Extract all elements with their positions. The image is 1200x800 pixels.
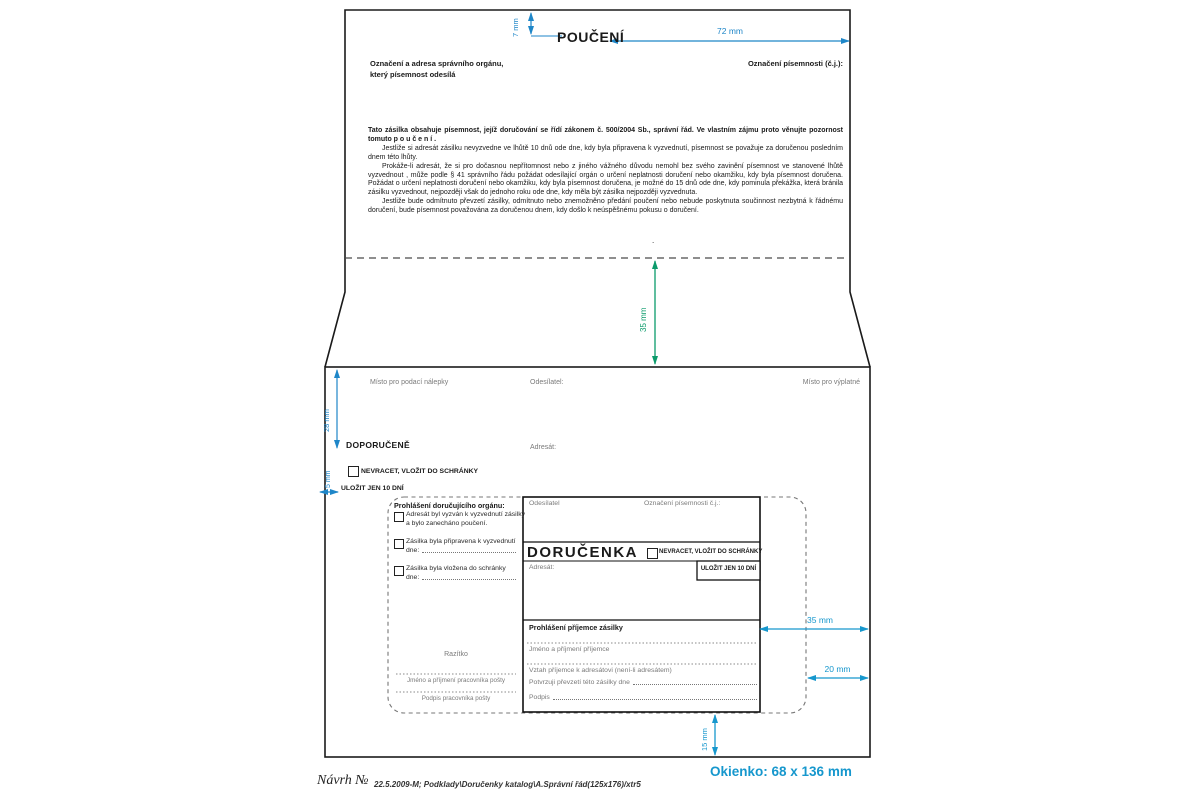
org-address-label-line2: který písemnost odesílá	[370, 70, 456, 79]
recipient-name-label: Jméno a příjmení příjemce	[529, 646, 610, 653]
card-odesilatel-label: Odesílatel	[529, 500, 560, 507]
card-doc-ref-label: Označení písemnosti č.j.:	[644, 500, 721, 507]
dim-7mm-label: 7 mm	[511, 18, 520, 37]
notice-paragraph-1: Tato zásilka obsahuje písemnost, jejíž doručování se řídí zákonem č. 500/2004 Sb., správní řád. Ve vlastním zájmu proto věnujte pozornost tomuto p o u č e n í .	[368, 127, 843, 143]
doporucene-label: DOPORUČENĚ	[346, 440, 410, 450]
leftcol-checkbox-2	[394, 539, 404, 549]
dim-35mm-flap-label: 35 mm	[639, 307, 648, 332]
body-nevracet-label: NEVRACET, VLOŽIT DO SCHRÁNKY	[361, 468, 479, 475]
razitko-label: Razítko	[444, 651, 468, 658]
sign-dotted-leader	[553, 699, 757, 700]
leftcol-checkbox-1	[394, 512, 404, 522]
leftcol-checkbox-3	[394, 566, 404, 576]
card-ulozit-label: ULOŽIT JEN 10 DNÍ	[700, 566, 757, 572]
dim-5mm-label: 5 mm	[325, 470, 332, 488]
body-ulozit-label: ULOŽIT JEN 10 DNÍ	[341, 485, 404, 492]
leftcol-cb3-dotted-leader	[422, 579, 516, 580]
leftcol-cb1-line1: Adresát byl vyzván k vyzvednutí zásilky	[406, 511, 525, 518]
card-adresat-label: Adresát:	[529, 564, 555, 571]
confirm-dotted-leader	[633, 684, 757, 685]
dim-35mm-right-label: 35 mm	[807, 615, 833, 625]
worker-sign-label: Podpis pracovníka pošty	[421, 695, 491, 702]
body-odesilatel-label: Odesílatel:	[530, 379, 564, 386]
vyplatne-label: Místo pro výplatné	[802, 379, 860, 386]
leftcol-cb2-dne-label: dne:	[406, 547, 420, 554]
leftcol-cb3-line1: Zásilka byla vložena do schránky	[406, 565, 506, 572]
leftcol-header: Prohlášení doručujícího orgánu:	[394, 501, 505, 510]
leftcol-cb2-line1: Zásilka byla připravena k vyzvednutí	[406, 538, 516, 545]
leftcol-cb1-line2: a bylo zanecháno poučení.	[406, 520, 488, 527]
body-nevracet-checkbox	[348, 466, 359, 477]
leftcol-cb3-dne-label: dne:	[406, 574, 420, 581]
notice-paragraph-3: Prokáže-li adresát, že si pro dočasnou nepřítomnost nebo z jiného vážného důvodu nemohl bez svého zavinění písemnost ve stanovené lhůtě vyzvednout , může podle § 41 správního řádu požádat odesílající orgán o určení neplatnosti doručení nebo okamžiku, kdy byla písemnost doručena. Požádat o určení neplatnosti doručení nebo okamžiku, kdy byla písemnost doručena, je možné do 15 dnů ode dne, kdy pominula překážka, která bránila zásilku vyzvednout, nejpozději však do jednoho roku ode dne, kdy měla být zásilka nejpozději vyzvednuta.	[368, 162, 843, 197]
footer-navrh-label: Návrh №	[317, 773, 369, 788]
relation-label: Vztah příjemce k adresátovi (není-li adresátem)	[529, 667, 672, 674]
footer-reference: 22.5.2009-M; Podklady\Doručenky katalog\A.Správní řád(125x176)/xtr5	[374, 780, 641, 789]
card-sign-label: Podpis	[529, 694, 550, 701]
podaci-nalepky-label: Místo pro podací nálepky	[370, 379, 449, 386]
stray-dot: .	[652, 236, 655, 245]
card-nevracet-checkbox	[647, 548, 658, 559]
dim-15mm-label: 15 mm	[700, 728, 709, 751]
notice-paragraph-2: Jestliže si adresát zásilku nevyzvedne ve lhůtě 10 dnů ode dne, kdy byla připravena k vyzvednutí, písemnost se považuje za doručenou posledním dnem této lhůty.	[368, 144, 843, 161]
dim-20mm-label: 20 mm	[824, 664, 851, 674]
window-size-note: Okienko: 68 x 136 mm	[710, 764, 852, 779]
org-address-label-line1: Označení a adresa správního orgánu,	[370, 59, 504, 68]
dim-28mm-label: 28 mm	[322, 409, 331, 432]
notice-text-block	[368, 127, 843, 216]
worker-name-label: Jméno a příjmení pracovníka pošty	[407, 677, 505, 684]
recipient-declaration-header: Prohlášení příjemce zásilky	[529, 623, 623, 632]
flap-title: POUČENÍ	[557, 29, 625, 45]
card-nevracet-label: NEVRACET, VLOŽIT DO SCHRÁNKY	[659, 549, 763, 555]
confirm-receipt-label: Potvrzuji převzetí této zásilky dne	[529, 679, 630, 686]
body-adresat-label: Adresát:	[530, 444, 557, 451]
dorucenka-title: DORUČENKA	[527, 544, 638, 561]
doc-ref-label: Označení písemnosti (č.j.):	[747, 59, 843, 68]
leftcol-cb2-dotted-leader	[422, 552, 516, 553]
dim-72mm-label: 72 mm	[717, 26, 743, 36]
notice-paragraph-4: Jestliže bude odmítnuto převzetí zásilky, odmítnuto nebo znemožněno předání poučení nebo nebude poskytnuta součinnost nezbytná k řádnému doručení, bude písemnost považována za doručenou dnem, kdy došlo k neúspěšnému pokusu o doručení.	[368, 198, 843, 215]
